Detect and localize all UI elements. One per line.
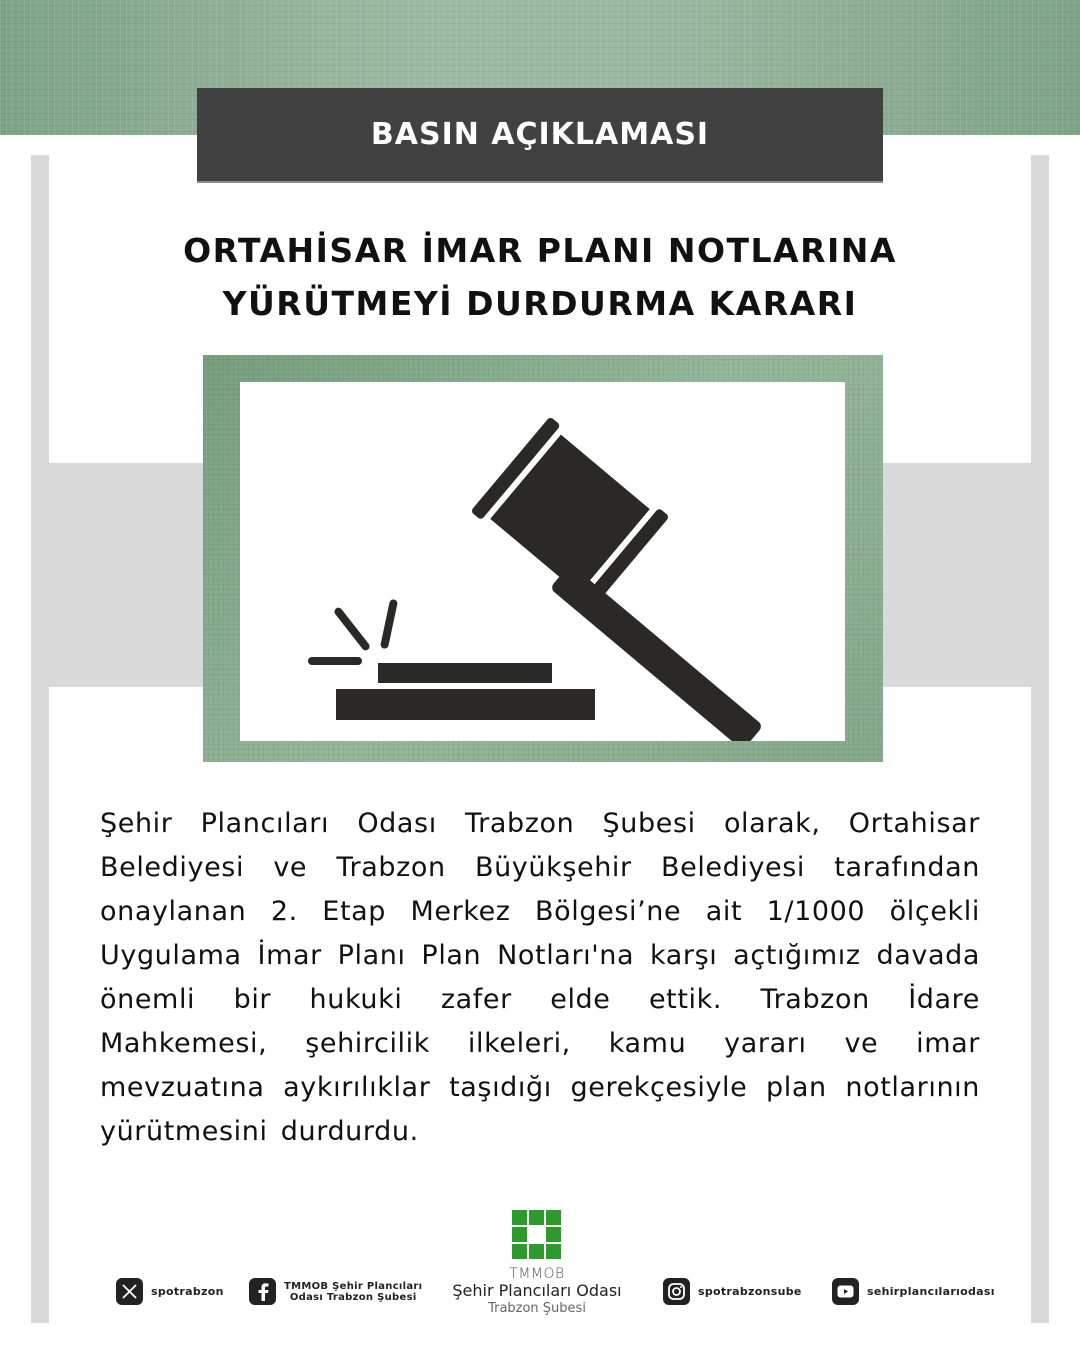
sound-block-base bbox=[336, 689, 595, 720]
logo-grid-icon bbox=[512, 1210, 562, 1260]
right-decorative-bar bbox=[1031, 155, 1049, 1323]
social-instagram[interactable] bbox=[663, 1278, 802, 1305]
banner-label: BASIN AÇIKLAMASI bbox=[370, 117, 710, 152]
youtube-icon bbox=[832, 1278, 859, 1305]
facebook-icon bbox=[249, 1278, 276, 1305]
title-line-2: YÜRÜTMEYİ DURDURMA KARARI bbox=[222, 284, 858, 323]
social-facebook[interactable] bbox=[249, 1278, 422, 1305]
page-title bbox=[100, 224, 980, 330]
title-line-1: ORTAHİSAR İMAR PLANI NOTLARINA bbox=[183, 231, 897, 270]
facebook-handle: TMMOB Şehir Plancıları Odası Trabzon Şubesi bbox=[284, 1280, 423, 1303]
organization-logo bbox=[437, 1210, 637, 1318]
press-release-body: Şehir Plancıları Odası Trabzon Şubesi olarak, Ortahisar Belediyesi ve Trabzon Büyükşehir Belediyesi tarafından onaylanan 2. Etap Merkez Bölgesi’ne ait 1/1000 ölçekli Uygulama İmar Planı Plan Notları'na karşı açtığımız davada önemli bir hukuki zafer elde ettik. Trabzon İdare Mahkemesi, şehircilik ilkeleri, kamu yararı ve imar mevzuatına aykırılıklar taşıdığı gerekçesiyle plan notlarının yürütmesini durdurdu. bbox=[100, 808, 980, 1147]
illustration-canvas bbox=[240, 382, 845, 741]
social-youtube[interactable] bbox=[832, 1278, 995, 1305]
gavel-icon bbox=[240, 382, 845, 741]
youtube-handle: sehirplancılarıodası bbox=[867, 1285, 995, 1298]
x-handle: spotrabzon bbox=[151, 1285, 224, 1298]
logo-branch: Trabzon Şubesi bbox=[488, 1301, 586, 1316]
social-x[interactable] bbox=[116, 1278, 224, 1305]
left-decorative-bar bbox=[31, 155, 49, 1323]
logo-name: Şehir Plancıları Odası bbox=[452, 1281, 622, 1300]
press-release-banner bbox=[197, 88, 883, 183]
sound-block-top bbox=[378, 663, 552, 683]
logo-org: TMMOB bbox=[509, 1266, 565, 1282]
instagram-handle: spotrabzonsube bbox=[698, 1285, 802, 1298]
footer bbox=[0, 1200, 1080, 1350]
instagram-icon bbox=[663, 1278, 690, 1305]
illustration-frame bbox=[203, 355, 883, 762]
x-icon bbox=[116, 1278, 143, 1305]
